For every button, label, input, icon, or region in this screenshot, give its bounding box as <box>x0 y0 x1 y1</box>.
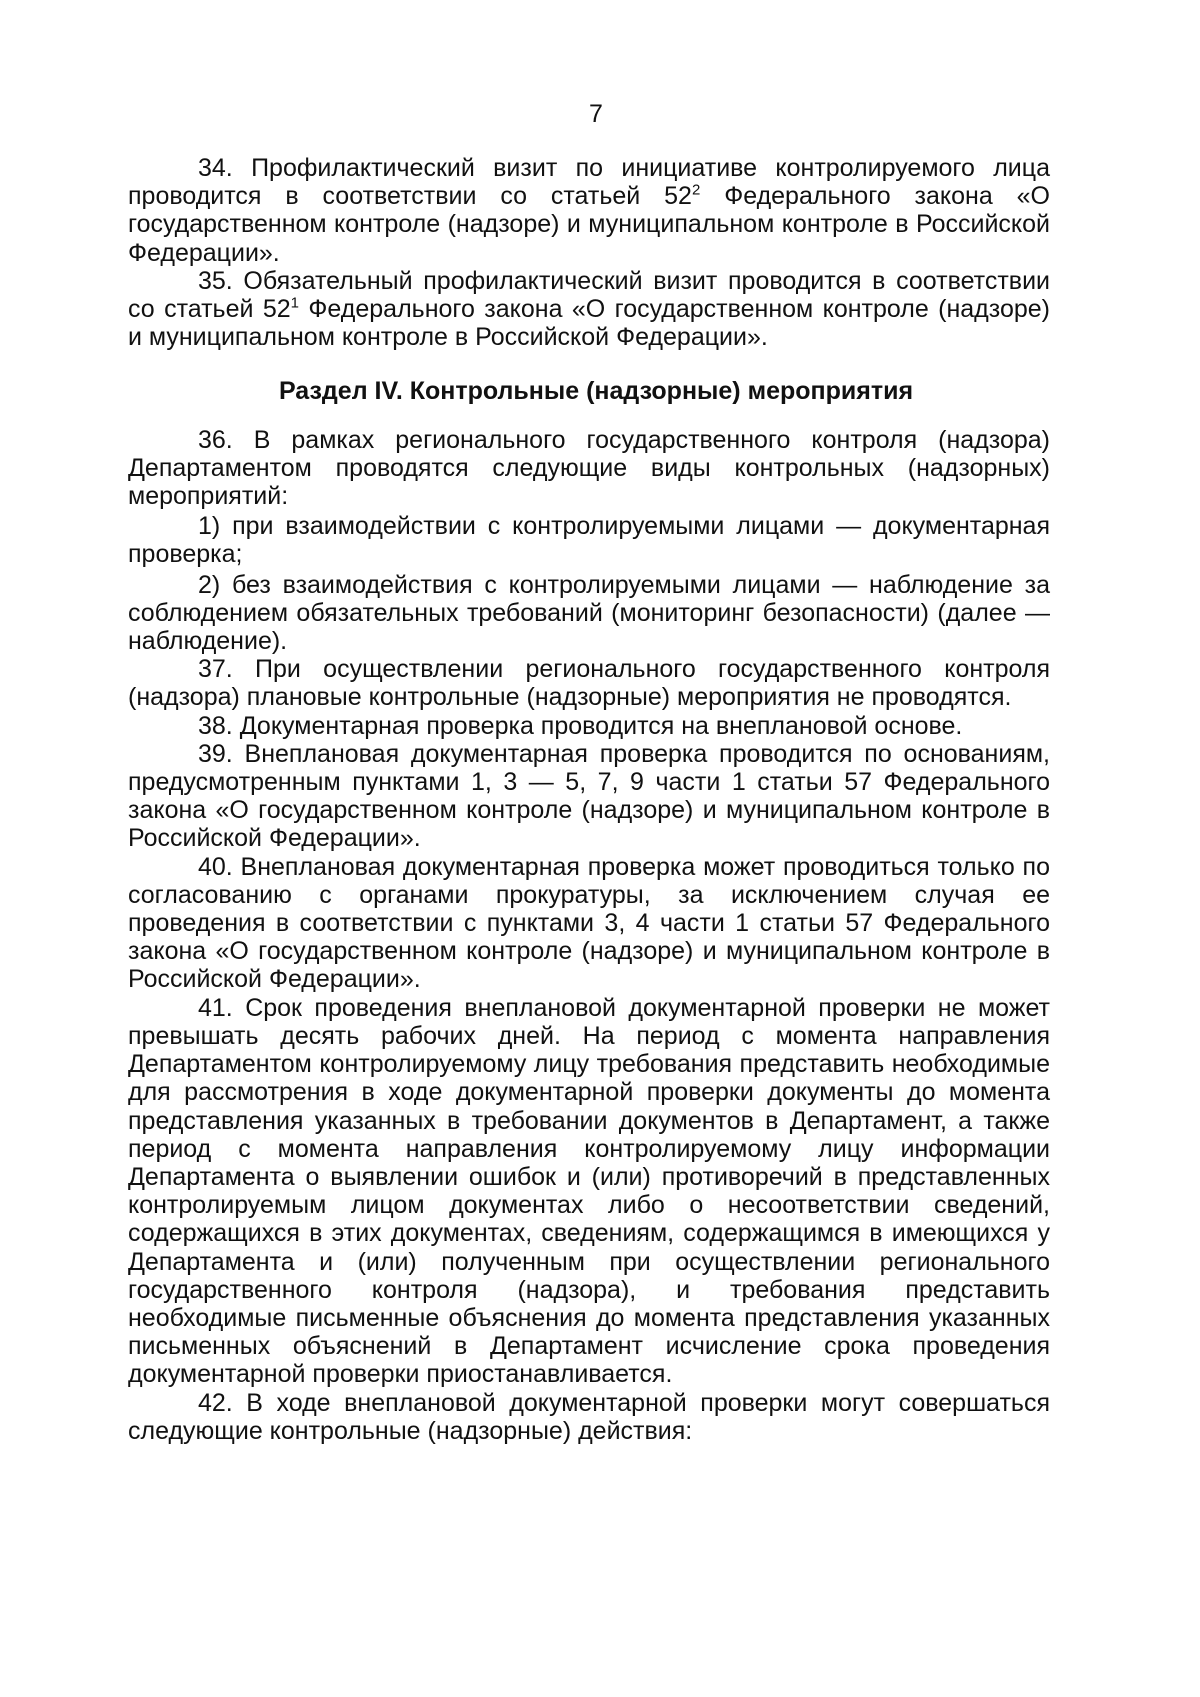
paragraph-34 <box>128 154 1050 267</box>
paragraph-40: 40. Внеплановая документарная проверка может проводиться только по согласованию с органами прокуратуры, за исключением случая ее проведения в соответствии с пунктами 3, 4 части 1 статьи 57 Федерального закона «О государственном контроле (надзоре) и муниципальном контроле в Российской Федерации». <box>128 852 1050 994</box>
paragraph-41: 41. Срок проведения внеплановой документарной проверки не может превышать десять рабочих дней. На период с момента направления Департаментом контролируемому лицу требования представить необходимые для рассмотрения в ходе документарной проверки документы до момента представления указанных в требовании документов в Департамент, а также период с момента направления контролируемому лицу информации Департамента о выявлении ошибок и (или) противоречий в представленных контролируемым лицом документах либо о несоответствии сведений, содержащихся в этих документах, сведениям, содержащимся в имеющихся у Департамента и (или) полученным при осуществлении регионального государственного контроля (надзора), и требования представить необходимые письменные объяснения до момента представления указанных письменных объяснений в Департамент исчисление срока проведения документарной проверки приостанавливается. <box>128 993 1050 1389</box>
paragraph-36: 36. В рамках регионального государственного контроля (надзора) Департаментом проводятся следующие виды контрольных (надзорных) мероприятий: <box>128 425 1050 511</box>
page-number: 7 <box>589 100 603 128</box>
document-page <box>128 100 1050 1445</box>
paragraph-35-text-b: Федерального закона «О государственном контроле (надзоре) и муниципальном контроле в Российской Федерации». <box>128 295 1050 352</box>
paragraph-35-text-a: 35. Обязательный профилактический визит проводится в соответствии со статьей 52 <box>128 266 1050 324</box>
paragraph-35 <box>128 267 1050 352</box>
paragraph-39: 39. Внеплановая документарная проверка проводится по основаниям, предусмотренным пунктами 1, 3 — 5, 7, 9 части 1 статьи 57 Федерального закона «О государственном контроле (надзоре) и муниципальном контроле в Российской Федерации». <box>128 739 1050 853</box>
paragraph-37: 37. При осуществлении регионального государственного контроля (надзора) плановые контрольные (надзорные) мероприятия не проводятся. <box>128 655 1050 712</box>
paragraph-34-superscript: 2 <box>691 181 701 199</box>
section-title: Раздел IV. Контрольные (надзорные) мероприятия <box>278 377 914 406</box>
paragraph-42: 42. В ходе внеплановой документарной проверки могут совершаться следующие контрольные (надзорные) действия: <box>128 1388 1050 1445</box>
paragraph-35-superscript: 1 <box>290 294 300 312</box>
paragraph-38: 38. Документарная проверка проводится на внеплановой основе. <box>198 711 963 740</box>
paragraph-34-text-a: 34. Профилактический визит по инициативе контролируемого лица проводится в соответствии со статьей 52 <box>128 154 1050 211</box>
paragraph-36-item-2: 2) без взаимодействия с контролируемыми лицами — наблюдение за соблюдением обязательных требований (мониторинг безопасности) (далее — наблюдение). <box>128 570 1050 656</box>
paragraph-36-item-1: 1) при взаимодействии с контролируемыми лицами — документарная проверка; <box>128 512 1050 569</box>
paragraph-34-text-b: Федерального закона «О государственном контроле (надзоре) и муниципальном контроле в Российской Федерации». <box>128 182 1050 267</box>
